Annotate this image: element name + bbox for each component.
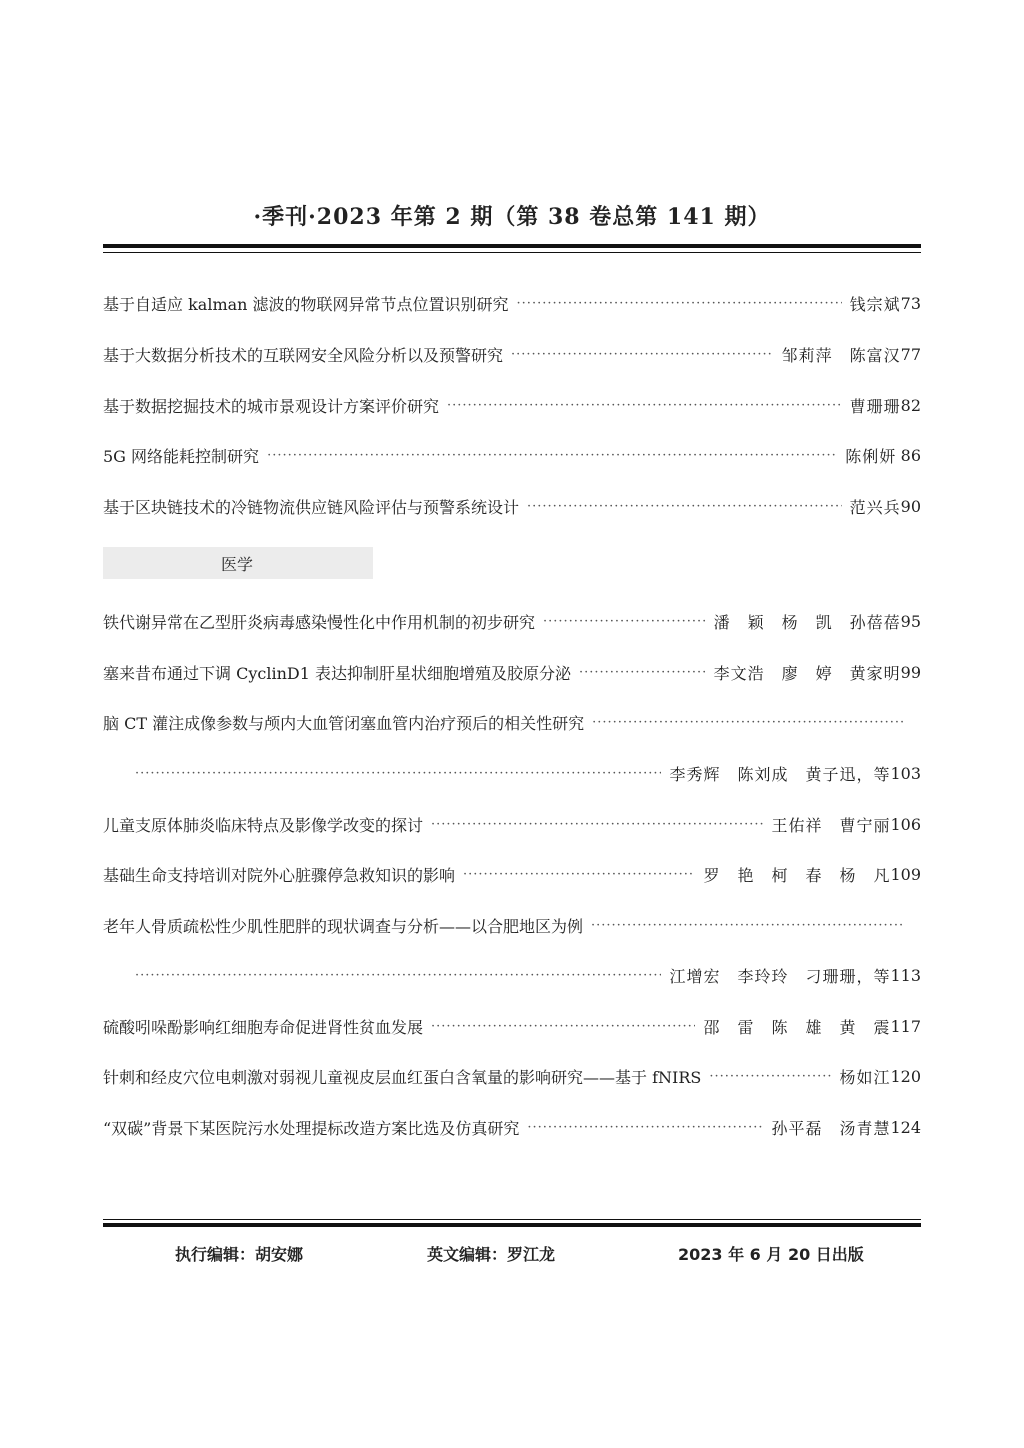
entry-title: 基础生命支持培训对院外心脏骤停急救知识的影响 xyxy=(103,865,456,885)
entry-authors: 潘 颖 杨 凯 孙蓓蓓 xyxy=(713,612,901,632)
toc-entry[interactable] xyxy=(103,707,911,737)
leader-dots xyxy=(447,398,842,413)
english-editor: 英文编辑：罗江龙 xyxy=(427,1245,556,1264)
entry-authors: 江增宏 李玲玲 刁珊珊，等 xyxy=(669,966,891,986)
leader-dots xyxy=(527,1120,763,1135)
entry-authors: 孙平磊 汤青慧 xyxy=(771,1118,891,1138)
entry-authors: 曹珊珊 xyxy=(849,396,901,416)
header-rule-thick xyxy=(103,244,921,248)
entry-page: 103 xyxy=(890,763,921,783)
section-heading-medicine xyxy=(103,547,373,579)
leader-dots xyxy=(517,296,842,311)
journal-issue-title: ·季刊·2023 年第 2 期（第 38 卷总第 141 期） xyxy=(253,204,771,230)
leader-dots xyxy=(135,766,661,781)
toc-entry[interactable] xyxy=(103,1011,921,1041)
entry-authors: 钱宗斌 xyxy=(849,294,901,314)
entry-authors: 范兴兵 xyxy=(849,497,901,517)
leader-dots xyxy=(543,614,706,629)
leader-dots xyxy=(267,448,837,463)
leader-dots xyxy=(431,817,763,832)
entry-authors: 罗 艳 柯 春 杨 凡 xyxy=(703,865,891,885)
entry-title: 儿童支原体肺炎临床特点及影像学改变的探讨 xyxy=(103,815,424,835)
toc-entry[interactable] xyxy=(103,809,921,839)
toc-entry[interactable] xyxy=(103,1061,921,1091)
entry-page: 99 xyxy=(900,662,921,682)
leader-dots xyxy=(579,665,706,680)
leader-dots xyxy=(527,499,842,514)
entry-page: 90 xyxy=(900,496,921,516)
leader-dots xyxy=(591,918,903,933)
entry-page: 109 xyxy=(890,864,921,884)
toc-entry[interactable] xyxy=(103,339,921,369)
leader-dots xyxy=(431,1019,695,1034)
footer xyxy=(0,1238,1024,1266)
entry-authors: 杨如江 xyxy=(839,1067,891,1087)
entry-title: 铁代谢异常在乙型肝炎病毒感染慢性化中作用机制的初步研究 xyxy=(103,612,536,632)
entry-title: 基于数据挖掘技术的城市景观设计方案评价研究 xyxy=(103,396,440,416)
toc-entry[interactable] xyxy=(103,859,921,889)
leader-dots xyxy=(709,1069,831,1084)
toc-entry[interactable] xyxy=(103,910,911,940)
toc-entry[interactable] xyxy=(103,390,921,420)
entry-page: 77 xyxy=(900,344,921,364)
entry-page: 73 xyxy=(900,293,921,313)
entry-authors: 邹莉萍 陈富汉 xyxy=(781,345,901,365)
entry-authors: 李秀辉 陈刘成 黄子迅，等 xyxy=(669,764,891,784)
entry-title: “双碳”背景下某医院污水处理提标改造方案比选及仿真研究 xyxy=(103,1118,520,1138)
entry-title: 硫酸吲哚酚影响红细胞寿命促进肾性贫血发展 xyxy=(103,1017,424,1037)
leader-dots xyxy=(463,867,695,882)
entry-page: 124 xyxy=(890,1117,921,1137)
entry-authors: 陈俐妍 xyxy=(845,446,897,466)
entry-page: 106 xyxy=(890,814,921,834)
entry-authors: 李文浩 廖 婷 黄家明 xyxy=(713,663,901,683)
toc-entry-continued[interactable] xyxy=(135,960,921,990)
entry-title: 基于区块链技术的冷链物流供应链风险评估与预警系统设计 xyxy=(103,497,520,517)
entry-title: 5G 网络能耗控制研究 xyxy=(103,446,260,466)
footer-rule-thin xyxy=(103,1219,921,1220)
toc-entry[interactable] xyxy=(103,288,921,318)
toc-entry[interactable] xyxy=(103,440,921,470)
entry-authors: 王佑祥 曹宁丽 xyxy=(771,815,891,835)
publication-date: 2023 年 6 月 20 日出版 xyxy=(678,1245,864,1264)
entry-page: 86 xyxy=(900,445,921,465)
entry-authors: 邵 雷 陈 雄 黄 震 xyxy=(703,1017,891,1037)
entry-title: 老年人骨质疏松性少肌性肥胖的现状调查与分析——以合肥地区为例 xyxy=(103,916,584,936)
entry-page: 82 xyxy=(900,395,921,415)
entry-title: 塞来昔布通过下调 CyclinD1 表达抑制肝星状细胞增殖及胶原分泌 xyxy=(103,663,571,683)
executive-editor: 执行编辑：胡安娜 xyxy=(175,1245,304,1264)
entry-title: 基于大数据分析技术的互联网安全风险分析以及预警研究 xyxy=(103,345,504,365)
toc-entry[interactable] xyxy=(103,1112,921,1142)
entry-title: 脑 CT 灌注成像参数与颅内大血管闭塞血管内治疗预后的相关性研究 xyxy=(103,713,585,733)
entry-title: 基于自适应 kalman 滤波的物联网异常节点位置识别研究 xyxy=(103,294,509,314)
toc-entry[interactable] xyxy=(103,491,921,521)
section-label: 医学 xyxy=(221,554,254,574)
entry-page: 120 xyxy=(890,1066,921,1086)
leader-dots xyxy=(511,347,774,362)
entry-page: 95 xyxy=(900,611,921,631)
toc-entry[interactable] xyxy=(103,657,921,687)
entry-title: 针刺和经皮穴位电刺激对弱视儿童视皮层血红蛋白含氧量的影响研究——基于 fNIRS xyxy=(103,1067,702,1087)
leader-dots xyxy=(135,968,661,983)
entry-page: 113 xyxy=(890,965,921,985)
toc-entry[interactable] xyxy=(103,606,921,636)
leader-dots xyxy=(592,715,903,730)
footer-rule-thick xyxy=(103,1223,921,1227)
entry-page: 117 xyxy=(890,1016,921,1036)
header-rule-thin xyxy=(103,252,921,253)
toc-entry-continued[interactable] xyxy=(135,758,921,788)
